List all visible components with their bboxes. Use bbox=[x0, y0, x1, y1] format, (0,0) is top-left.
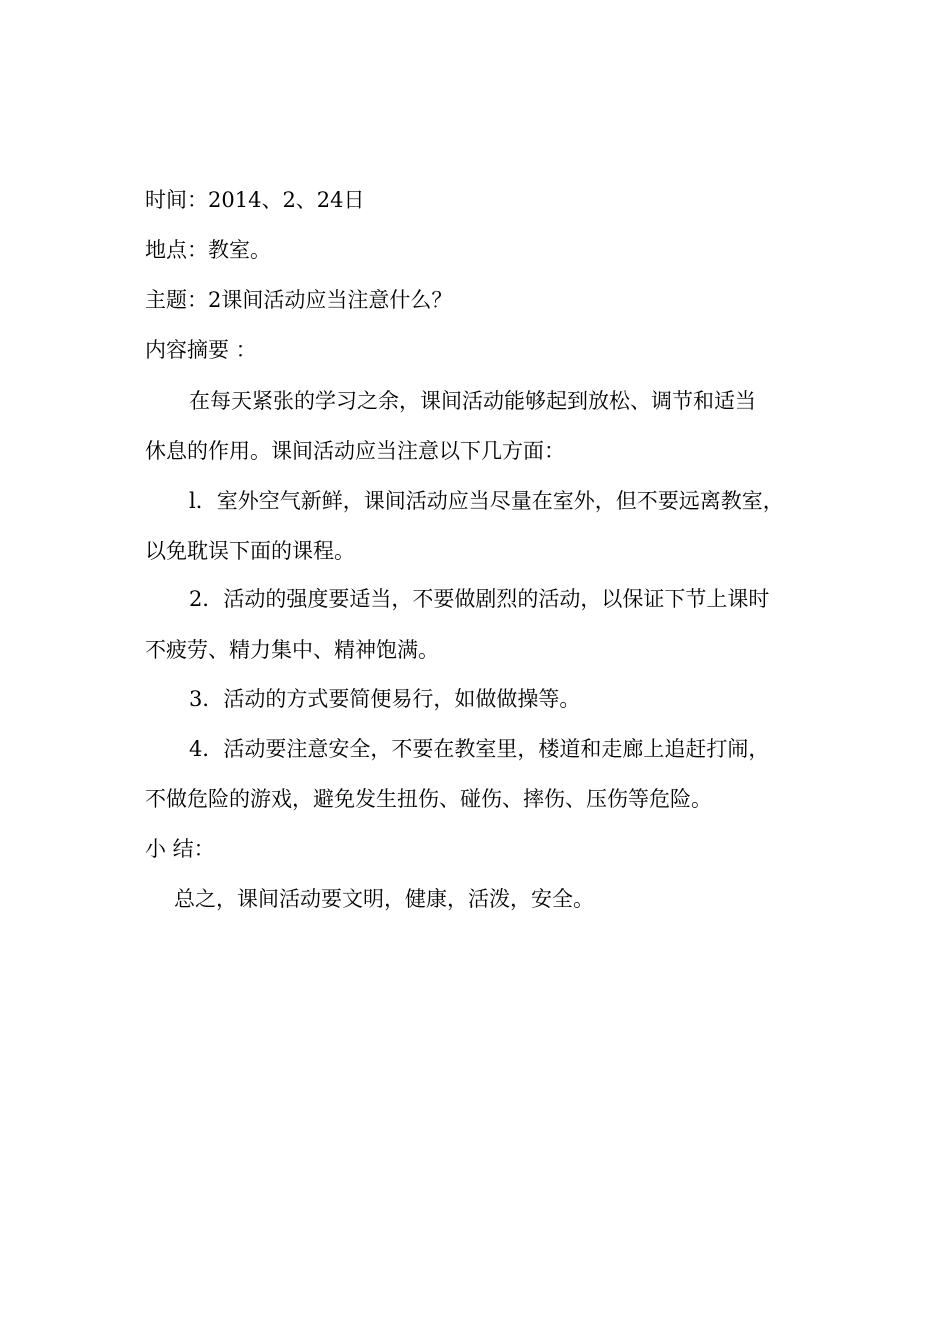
item-4-line-2: 不做危险的游戏，避免发生扭伤、碰伤、摔伤、压伤等危险。 bbox=[145, 787, 712, 811]
place-line: 地点：教室。 bbox=[145, 238, 271, 262]
item-1-line-2: 以免耽误下面的课程。 bbox=[145, 539, 355, 563]
item-2-line-2: 不疲劳、精力集中、精神饱满。 bbox=[145, 638, 439, 662]
intro-paragraph-line-1: 在每天紧张的学习之余，课间活动能够起到放松、调节和适当 bbox=[189, 389, 756, 413]
topic-line: 主题：2课间活动应当注意什么？ bbox=[145, 288, 453, 312]
time-line: 时间：2014、2、24日 bbox=[145, 188, 365, 212]
summary-label: 内容摘要 ： bbox=[145, 338, 257, 362]
intro-paragraph-line-2: 休息的作用。课间活动应当注意以下几方面： bbox=[145, 439, 565, 463]
conclusion-text: 总之，课间活动要文明，健康，活泼，安全。 bbox=[174, 887, 594, 911]
conclusion-label: 小 结： bbox=[145, 837, 215, 861]
item-1-line-1: l．室外空气新鲜，课间活动应当尽量在室外，但不要远离教室， bbox=[189, 489, 784, 513]
item-3-line-1: 3．活动的方式要简便易行，如做做操等。 bbox=[189, 687, 581, 711]
item-2-line-1: 2．活动的强度要适当，不要做剧烈的活动，以保证下节上课时 bbox=[189, 587, 770, 611]
item-4-line-1: 4．活动要注意安全，不要在教室里，楼道和走廊上追赶打闹， bbox=[189, 737, 770, 761]
